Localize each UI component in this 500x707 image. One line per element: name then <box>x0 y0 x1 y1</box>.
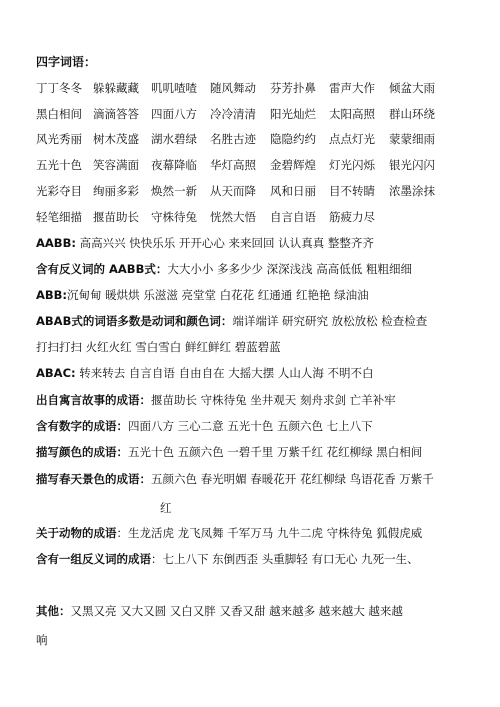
grid-word: 守株待兔 <box>151 210 197 224</box>
category-label: 出自寓言故事的成语： <box>36 393 151 407</box>
category-content: 转来转去 自言自语 自由自在 大摇大摆 人山人海 不明不白 <box>75 366 374 380</box>
grid-word: 躲躲藏藏 <box>93 81 139 95</box>
category-label: 含有数字的成语： <box>36 419 128 433</box>
grid-word: 黑白相间 <box>36 107 82 121</box>
grid-word: 目不转睛 <box>329 184 375 198</box>
grid-word: 太阳高照 <box>329 107 375 121</box>
wrap-continuation: 红 <box>160 501 172 515</box>
grid-word: 光彩夺目 <box>36 184 82 198</box>
category-line <box>36 235 374 251</box>
wrap-continuation-2: 响 <box>36 633 48 647</box>
category-content: 五颜六色 春光明媚 春暖花开 花红柳绿 鸟语花香 万紫千 <box>151 472 434 486</box>
grid-word: 笑容满面 <box>93 158 139 172</box>
category-line <box>36 471 434 487</box>
grid-word: 风光秀丽 <box>36 132 82 146</box>
grid-word: 雷声大作 <box>329 81 375 95</box>
category-content: 端详端详 研究研究 放松放松 检查检查 <box>232 314 428 328</box>
category-line <box>36 339 281 355</box>
category-label: 其他： <box>36 604 71 618</box>
category-line <box>36 392 396 408</box>
grid-word: 焕然一新 <box>151 184 197 198</box>
grid-word: 华灯高照 <box>210 158 256 172</box>
grid-word: 湖水碧绿 <box>151 132 197 146</box>
category-label: ABB: <box>36 288 68 302</box>
grid-word: 随风舞动 <box>210 81 256 95</box>
category-label: AABB: <box>36 236 76 250</box>
category-line <box>36 444 422 460</box>
grid-word: 夜幕降临 <box>151 158 197 172</box>
grid-word: 名胜古迹 <box>210 132 256 146</box>
grid-word: 金碧辉煌 <box>270 158 316 172</box>
category-label: 描写颜色的成语： <box>36 445 128 459</box>
category-content: 揠苗助长 守株待兔 坐井观天 刻舟求剑 亡羊补牢 <box>151 393 396 407</box>
category-content: 沉甸甸 暖烘烘 乐滋滋 亮堂堂 白花花 红通通 红艳艳 绿油油 <box>67 288 369 302</box>
category-content: ：生龙活虎 龙飞凤舞 千军万马 九牛二虎 守株待兔 狐假虎威 <box>116 526 423 540</box>
grid-word: 揠苗助长 <box>93 210 139 224</box>
grid-word: 风和日丽 <box>270 184 316 198</box>
grid-word: 群山环绕 <box>389 107 435 121</box>
category-content: 四面八方 三心二意 五光十色 五颜六色 七上八下 <box>128 419 373 433</box>
category-label: ABAC: <box>36 366 76 380</box>
grid-word: 倾盆大雨 <box>389 81 435 95</box>
category-content: 高高兴兴 快快乐乐 开开心心 来来回回 认认真真 整整齐齐 <box>75 236 374 250</box>
grid-word: 叽叽喳喳 <box>151 81 197 95</box>
grid-word: 四面八方 <box>151 107 197 121</box>
category-label: ABAB式的词语多数是动词和颜色词： <box>36 314 233 328</box>
category-label: 含有一组反义词的成语 <box>36 552 151 566</box>
grid-word: 绚丽多彩 <box>93 184 139 198</box>
grid-word: 冷冷清清 <box>210 107 256 121</box>
category-line <box>36 287 369 303</box>
category-line <box>36 365 374 381</box>
grid-word: 隐隐约约 <box>270 132 316 146</box>
grid-word: 丁丁冬冬 <box>36 81 82 95</box>
category-line <box>36 525 422 541</box>
category-label: 含有反义词的 AABB式： <box>36 262 168 276</box>
category-content: 又黑又亮 又大又圆 又白又胖 又香又甜 越来越多 越来越大 越来越 <box>70 604 403 618</box>
grid-word: 从天而降 <box>210 184 256 198</box>
grid-word: 五光十色 <box>36 158 82 172</box>
category-content: 五光十色 五颜六色 一碧千里 万紫千红 花红柳绿 黑白相间 <box>128 445 423 459</box>
category-content: ：七上八下 东倒西歪 头重脚轻 有口无心 九死一生、 <box>151 552 419 566</box>
category-label: 关于动物的成语 <box>36 526 117 540</box>
section-title: 四字词语： <box>36 55 97 69</box>
category-line <box>36 261 412 277</box>
grid-word: 轻笔细描 <box>36 210 82 224</box>
grid-word: 芬芳扑鼻 <box>270 81 316 95</box>
grid-word: 蒙蒙细雨 <box>389 132 435 146</box>
grid-word: 灯光闪烁 <box>329 158 375 172</box>
grid-word: 自言自语 <box>270 210 316 224</box>
grid-word: 恍然大悟 <box>210 210 256 224</box>
grid-word: 浓墨涂抹 <box>389 184 435 198</box>
grid-word: 筋疲力尽 <box>329 210 375 224</box>
grid-word: 点点灯光 <box>329 132 375 146</box>
grid-word: 银光闪闪 <box>389 158 435 172</box>
grid-word: 阳光灿烂 <box>270 107 316 121</box>
category-label: 描写春天景色的成语： <box>36 472 151 486</box>
category-line <box>36 313 427 329</box>
grid-word: 树木茂盛 <box>93 132 139 146</box>
category-content: 打扫打扫 火红火红 雪白雪白 鲜红鲜红 碧蓝碧蓝 <box>36 340 281 354</box>
category-content: 大大小小 多多少少 深深浅浅 高高低低 粗粗细细 <box>167 262 412 276</box>
category-line <box>36 418 373 434</box>
category-line <box>36 603 403 619</box>
grid-word: 滴滴答答 <box>93 107 139 121</box>
category-line <box>36 551 419 567</box>
